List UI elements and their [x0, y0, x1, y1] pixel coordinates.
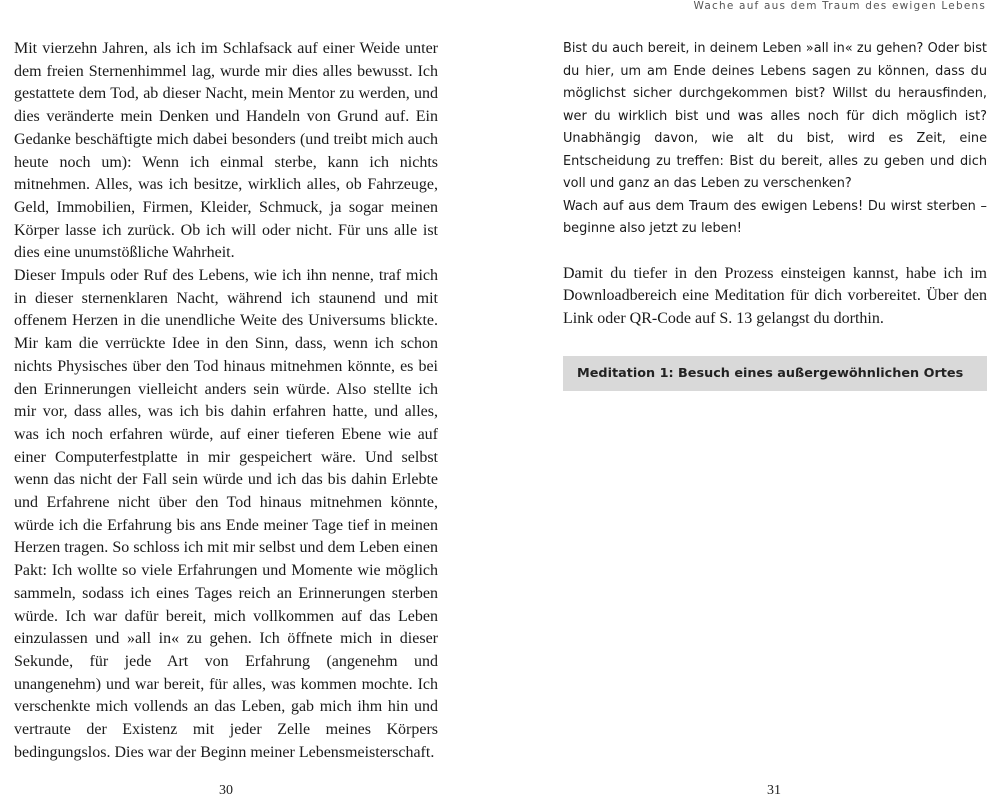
right-paragraph-2: Wach auf aus dem Traum des ewigen Lebens! Du wirst sterben – beginne also jetzt zu leben!: [563, 198, 987, 236]
meditation-heading-box: [563, 356, 987, 391]
page-number-left: 30: [219, 783, 233, 798]
running-head: Wache auf aus dem Traum des ewigen Lebens: [693, 0, 986, 12]
right-sans-text: [563, 38, 987, 241]
page-number-right: 31: [767, 783, 781, 798]
left-page: [14, 38, 438, 765]
right-paragraph-1: Bist du auch bereit, in deinem Leben »all in« zu gehen? Oder bist du hier, um am Ende deines Lebens sagen zu können, dass du möglichst sicher durchgekommen bist? Willst du herausfinden, wer du wirklich bist und was alles noch für dich möglich ist? Unabhängig davon, wie alt du bist, wird es Zeit, eine Entscheidung zu treffen: Bist du bereit, alles zu geben und dich voll und ganz an das Leben zu verschenken?: [563, 41, 987, 191]
left-paragraph-2: Dieser Impuls oder Ruf des Lebens, wie ich ihn nenne, traf mich in dieser sternenklaren Nacht, während ich staunend und mit offenem Herzen in die unendliche Weite des Universums blickte. Mir kam die verrückte Idee in den Sinn, dass, wenn ich schon nichts Physisches über den Tod hinaus mitnehmen könnte, es bei den Erinnerungen vielleicht anders sein würde. Also stellte ich mir vor, dass alles, was ich bis dahin erfahren hatte, und alles, was ich noch erfahren würde, auf einer tieferen Ebene wie auf einer Computerfestplatte in mir gespeichert wäre. Und selbst wenn das nicht der Fall sein würde und ich das bis dahin Erlebte und Erfahrene nicht über den Tod hinaus mitnehmen könnte, würde ich die Erfahrung bis ans Ende meiner Tage tief in meinen Herzen tragen. So schloss ich mit mir selbst und dem Leben einen Pakt: Ich wollte so viele Erfahrungen und Momente wie möglich sammeln, sodass ich eines Tages reich an Erinnerungen sterben würde. Ich war dafür bereit, mich vollkommen auf das Leben einzulassen und »all in« zu gehen. Ich öffnete mich in dieser Sekunde, für jede Art von Erfahrung (angenehm und unangenehm) und war bereit, für alles, was kommen mochte. Ich verschenkte mich vollends an das Leben, gab mich ihm hin und vertraute der Existenz mit jeder Zelle meines Körpers bedingungslos. Dies war der Beginn meiner Lebensmeisterschaft.: [14, 267, 438, 761]
meditation-title: Meditation 1: Besuch eines außergewöhnlichen Ortes: [577, 365, 964, 381]
right-paragraph-3: Damit du tiefer in den Prozess einsteigen kannst, habe ich im Downloadbereich eine Meditation für dich vorbereitet. Über den Link oder QR-Code auf S. 13 gelangst du dorthin.: [563, 264, 987, 327]
right-page: [563, 38, 987, 391]
left-paragraph-1: Mit vierzehn Jahren, als ich im Schlafsack auf einer Weide unter dem freien Sternenhimmel lag, wurde mir dies alles bewusst. Ich gestattete dem Tod, ab dieser Nacht, mein Mentor zu werden, und dies veränderte mein Denken und Handeln von Grund auf. Ein Gedanke beschäftigte mich dabei besonders (und treibt mich auch heute noch um): Wenn ich einmal sterbe, kann ich nichts mitnehmen. Alles, was ich besitze, wirklich alles, ob Fahrzeuge, Geld, Immobilien, Firmen, Kleider, Schmuck, ja sogar meinen Körper lasse ich zurück. Ob ich will oder nicht. Für uns alle ist dies eine unumstößliche Wahrheit.: [14, 40, 438, 262]
